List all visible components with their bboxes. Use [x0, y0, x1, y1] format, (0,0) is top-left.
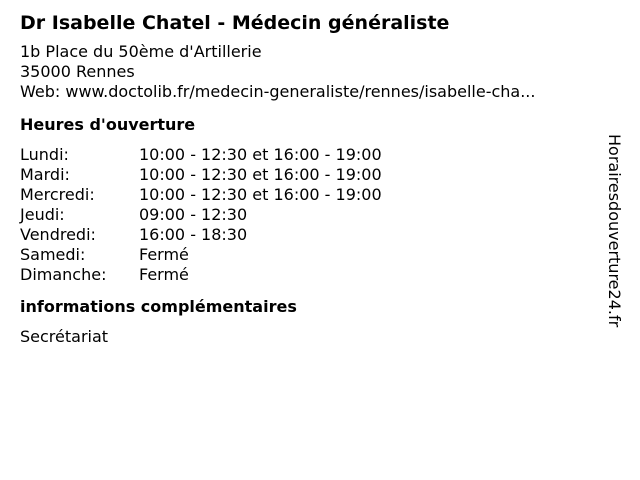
- hours-row-tuesday: [20, 165, 600, 185]
- day-label: Dimanche:: [20, 265, 107, 284]
- time-value: 16:00 - 18:30: [139, 225, 248, 244]
- hours-row-saturday: [20, 245, 600, 265]
- hours-row-monday: [20, 145, 600, 165]
- day-label: Mardi:: [20, 165, 70, 184]
- hours-table: [20, 145, 600, 285]
- time-value: 10:00 - 12:30 et 16:00 - 19:00: [139, 145, 382, 164]
- hours-heading: Heures d'ouverture: [20, 115, 196, 134]
- website-text: Web: www.doctolib.fr/medecin-generaliste/rennes/isabelle-cha...: [20, 82, 536, 101]
- hours-row-sunday: [20, 265, 600, 285]
- page-title: Dr Isabelle Chatel - Médecin généraliste: [20, 12, 450, 34]
- time-value: Fermé: [139, 245, 189, 264]
- day-label: Mercredi:: [20, 185, 95, 204]
- info-heading: informations complémentaires: [20, 297, 297, 316]
- hours-row-thursday: [20, 205, 600, 225]
- info-text: Secrétariat: [20, 327, 109, 346]
- time-value: Fermé: [139, 265, 189, 284]
- site-watermark: Horairesdouverture24.fr: [605, 134, 624, 328]
- address-block: [20, 42, 600, 102]
- day-label: Vendredi:: [20, 225, 96, 244]
- listing-card: [20, 10, 600, 347]
- day-label: Lundi:: [20, 145, 69, 164]
- time-value: 10:00 - 12:30 et 16:00 - 19:00: [139, 185, 382, 204]
- address-city: 35000 Rennes: [20, 62, 135, 81]
- time-value: 09:00 - 12:30: [139, 205, 248, 224]
- address-street: 1b Place du 50ème d'Artillerie: [20, 42, 262, 61]
- hours-row-wednesday: [20, 185, 600, 205]
- day-label: Samedi:: [20, 245, 86, 264]
- time-value: 10:00 - 12:30 et 16:00 - 19:00: [139, 165, 382, 184]
- hours-row-friday: [20, 225, 600, 245]
- day-label: Jeudi:: [20, 205, 65, 224]
